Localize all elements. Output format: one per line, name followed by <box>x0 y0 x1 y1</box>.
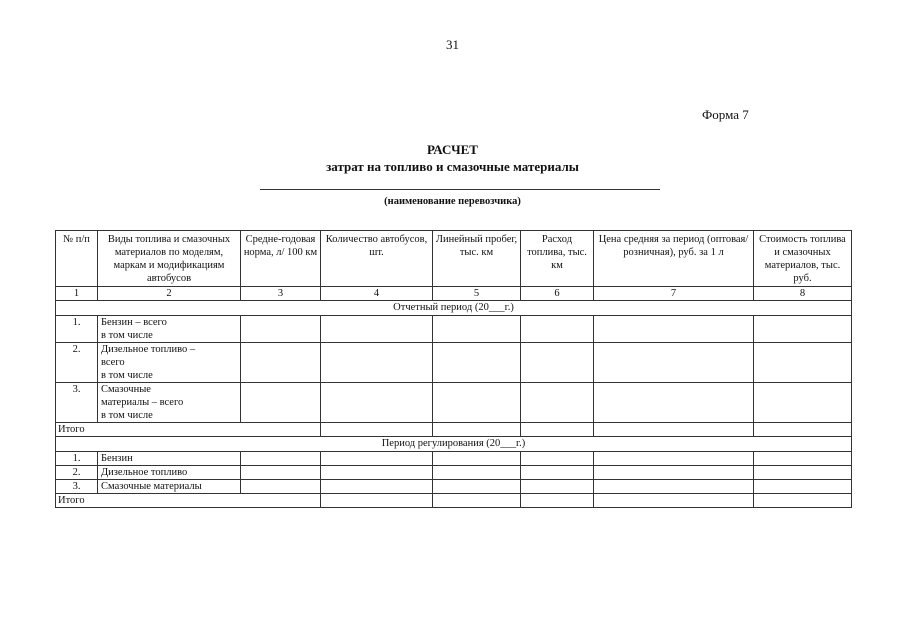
empty-cell[interactable] <box>594 466 754 480</box>
empty-cell[interactable] <box>321 452 433 466</box>
row-number: 3. <box>56 383 98 423</box>
header-cell: № п/п <box>56 231 98 287</box>
empty-cell[interactable] <box>433 480 521 494</box>
form-label: Форма 7 <box>702 107 749 122</box>
subtitle-line: затрат на топливо и смазочные материалы <box>326 159 579 174</box>
empty-cell[interactable] <box>754 466 852 480</box>
empty-cell[interactable] <box>433 466 521 480</box>
header-cell: Средне-годовая норма, л/ 100 км <box>241 231 321 287</box>
empty-cell[interactable] <box>594 423 754 437</box>
empty-cell[interactable] <box>594 480 754 494</box>
column-number: 6 <box>521 287 594 301</box>
empty-cell[interactable] <box>321 383 433 423</box>
column-number: 1 <box>56 287 98 301</box>
empty-cell[interactable] <box>321 343 433 383</box>
empty-cell[interactable] <box>521 494 594 508</box>
empty-cell[interactable] <box>754 316 852 343</box>
empty-cell[interactable] <box>594 316 754 343</box>
empty-cell[interactable] <box>754 452 852 466</box>
row-name-line: материалы – всего <box>101 397 184 408</box>
header-cell: Линейный пробег, тыс. км <box>433 231 521 287</box>
empty-cell[interactable] <box>321 494 433 508</box>
empty-cell[interactable] <box>433 494 521 508</box>
empty-cell[interactable] <box>321 480 433 494</box>
header-cell: Цена средняя за период (оптовая/розничная), руб. за 1 л <box>594 231 754 287</box>
row-name-line: в том числе <box>101 330 153 341</box>
empty-cell[interactable] <box>594 494 754 508</box>
row-name <box>98 383 241 423</box>
empty-cell[interactable] <box>241 383 321 423</box>
empty-cell[interactable] <box>433 452 521 466</box>
row-name-line: Дизельное топливо – <box>101 344 196 355</box>
empty-cell[interactable] <box>594 383 754 423</box>
empty-cell[interactable] <box>433 383 521 423</box>
empty-cell[interactable] <box>241 343 321 383</box>
empty-cell[interactable] <box>433 316 521 343</box>
row-number: 2. <box>56 343 98 383</box>
total-row <box>56 494 852 508</box>
column-number: 3 <box>241 287 321 301</box>
empty-cell[interactable] <box>321 423 433 437</box>
empty-cell[interactable] <box>594 343 754 383</box>
header-cell: Виды топлива и смазочных материалов по моделям, маркам и модификациям автобусов <box>98 231 241 287</box>
section-header-row <box>56 301 852 316</box>
empty-cell[interactable] <box>521 466 594 480</box>
header-cell: Количество автобусов, шт. <box>321 231 433 287</box>
header-cell: Расход топлива, тыс. км <box>521 231 594 287</box>
section-title: Отчетный период (20___г.) <box>56 301 852 316</box>
row-name-line: Смазочные <box>101 384 151 395</box>
section-header-row <box>56 437 852 452</box>
empty-cell[interactable] <box>754 343 852 383</box>
row-name-line: Бензин – всего <box>101 317 167 328</box>
empty-cell[interactable] <box>521 316 594 343</box>
empty-cell[interactable] <box>521 423 594 437</box>
row-name-line: всего <box>101 357 125 368</box>
table-row <box>56 466 852 480</box>
table-row <box>56 343 852 383</box>
empty-cell[interactable] <box>241 480 321 494</box>
row-name-line: в том числе <box>101 410 153 421</box>
empty-cell[interactable] <box>754 480 852 494</box>
column-number-row <box>56 287 852 301</box>
empty-cell[interactable] <box>321 466 433 480</box>
header-row <box>56 231 852 287</box>
empty-cell[interactable] <box>521 383 594 423</box>
row-number: 2. <box>56 466 98 480</box>
row-name: Бензин <box>98 452 241 466</box>
row-number: 1. <box>56 452 98 466</box>
empty-cell[interactable] <box>241 466 321 480</box>
empty-cell[interactable] <box>754 494 852 508</box>
column-number: 4 <box>321 287 433 301</box>
costs-table <box>55 230 852 508</box>
empty-cell[interactable] <box>521 452 594 466</box>
column-number: 2 <box>98 287 241 301</box>
carrier-name-line <box>260 189 660 190</box>
row-name: Смазочные материалы <box>98 480 241 494</box>
empty-cell[interactable] <box>241 452 321 466</box>
empty-cell[interactable] <box>521 480 594 494</box>
column-number: 5 <box>433 287 521 301</box>
row-name <box>98 343 241 383</box>
header-cell: Стоимость топлива и смазочных материалов, тыс. руб. <box>754 231 852 287</box>
row-number: 3. <box>56 480 98 494</box>
empty-cell[interactable] <box>433 343 521 383</box>
row-name: Дизельное топливо <box>98 466 241 480</box>
page-number: 31 <box>446 37 459 52</box>
empty-cell[interactable] <box>241 316 321 343</box>
table-row <box>56 452 852 466</box>
section-title: Период регулирования (20___г.) <box>56 437 852 452</box>
empty-cell[interactable] <box>754 383 852 423</box>
empty-cell[interactable] <box>754 423 852 437</box>
column-number: 8 <box>754 287 852 301</box>
table-row <box>56 383 852 423</box>
title-line: РАСЧЕТ <box>427 142 478 157</box>
column-number: 7 <box>594 287 754 301</box>
empty-cell[interactable] <box>521 343 594 383</box>
empty-cell[interactable] <box>321 316 433 343</box>
table-row <box>56 316 852 343</box>
total-label: Итого <box>56 494 321 508</box>
row-name <box>98 316 241 343</box>
table-row <box>56 480 852 494</box>
document-title <box>0 141 905 175</box>
row-number: 1. <box>56 316 98 343</box>
total-label: Итого <box>56 423 321 437</box>
empty-cell[interactable] <box>594 452 754 466</box>
carrier-caption: (наименование перевозчика) <box>384 196 521 207</box>
total-row <box>56 423 852 437</box>
empty-cell[interactable] <box>433 423 521 437</box>
row-name-line: в том числе <box>101 370 153 381</box>
